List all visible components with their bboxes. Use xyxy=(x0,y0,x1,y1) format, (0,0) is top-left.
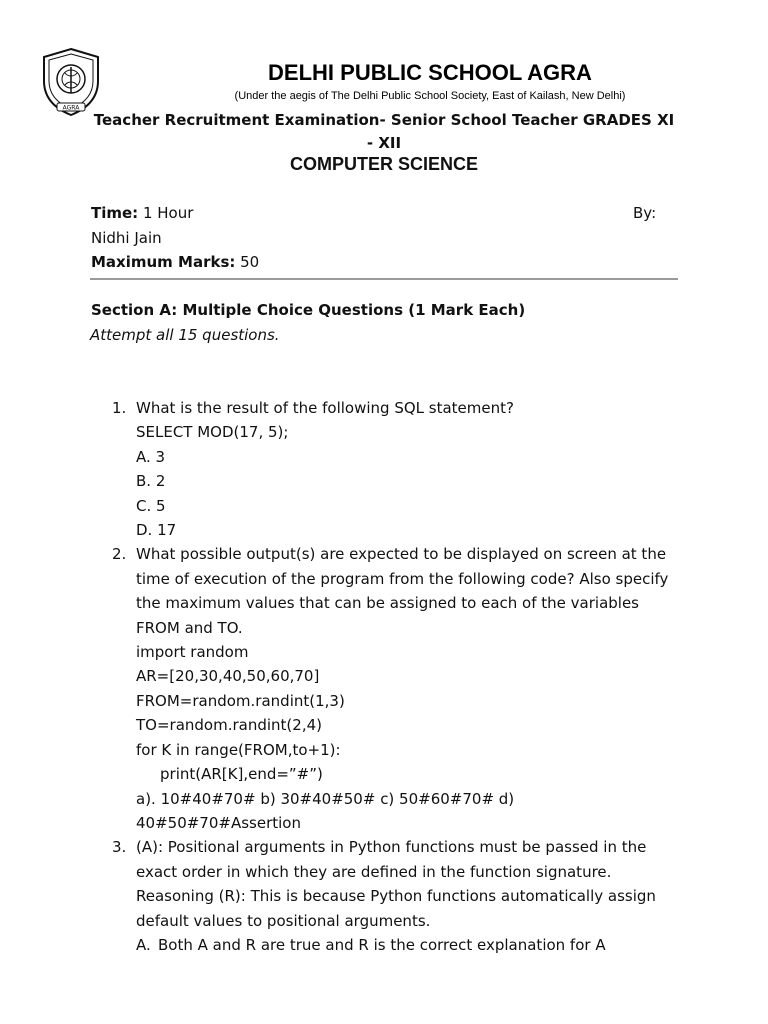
question-number: 2. xyxy=(112,545,127,564)
question-2 xyxy=(110,542,690,835)
school-affiliation: (Under the aegis of The Delhi Public School Society, East of Kailash, New Delhi) xyxy=(234,90,626,102)
author-name: Nidhi Jain xyxy=(91,229,162,247)
question-list xyxy=(110,396,690,957)
section-instructions: Attempt all 15 questions. xyxy=(90,326,280,344)
school-name: DELHI PUBLIC SCHOOL AGRA xyxy=(268,60,592,85)
code-line: SELECT MOD(17, 5); xyxy=(136,423,289,442)
code-line: AR=[20,30,40,50,60,70] xyxy=(136,667,320,686)
reasoning-text: Reasoning (R): This is because Python functions automatically assign xyxy=(136,887,656,906)
question-number: 1. xyxy=(112,399,127,417)
exam-title: Teacher Recruitment Examination- Senior School Teacher GRADES XI xyxy=(93,111,675,129)
answer-option xyxy=(136,933,690,957)
code-line: print(AR[K],end=”#”) xyxy=(160,765,323,784)
answer-options: 40#50#70#Assertion xyxy=(136,813,301,832)
code-line: for K in range(FROM,to+1): xyxy=(136,740,341,759)
question-text: the maximum values that can be assigned to each of the variables xyxy=(136,594,639,613)
assertion-text: exact order in which they are defined in the function signature. xyxy=(136,862,612,881)
section-title: Section A: Multiple Choice Questions (1 Mark Each) xyxy=(91,301,526,319)
answer-option: D. 17 xyxy=(136,521,177,540)
by-label: By: xyxy=(633,204,657,222)
answer-options: a). 10#40#70# b) 30#40#50# c) 50#60#70# d) xyxy=(136,789,515,808)
question-1 xyxy=(110,396,690,542)
question-3 xyxy=(110,835,690,957)
subject-title: COMPUTER SCIENCE xyxy=(289,154,478,174)
code-line: FROM=random.randint(1,3) xyxy=(136,691,345,710)
header-divider xyxy=(90,278,678,280)
marks-row xyxy=(91,251,259,273)
answer-option: A. 3 xyxy=(136,447,166,466)
assertion-text: (A): Positional arguments in Python functions must be passed in the xyxy=(136,838,647,857)
option-text: Both A and R are true and R is the correct explanation for A xyxy=(158,935,606,954)
logo-text: AGRA xyxy=(62,104,80,112)
time-value: 1 Hour xyxy=(138,204,194,222)
reasoning-text: default values to positional arguments. xyxy=(136,911,431,930)
time-label: Time: xyxy=(91,204,139,222)
answer-option: B. 2 xyxy=(136,472,166,491)
question-text: What is the result of the following SQL statement? xyxy=(136,399,514,417)
code-line: TO=random.randint(2,4) xyxy=(136,716,322,735)
question-number: 3. xyxy=(112,838,127,857)
school-logo xyxy=(40,47,102,117)
marks-value: 50 xyxy=(235,253,260,271)
time-row xyxy=(91,202,193,224)
dps-crest-icon xyxy=(40,47,102,117)
question-text: time of execution of the program from the following code? Also specify xyxy=(136,569,669,588)
answer-option: C. 5 xyxy=(136,496,166,515)
code-line: import random xyxy=(136,643,249,662)
option-label: A. xyxy=(136,935,151,954)
question-text: FROM and TO. xyxy=(136,618,243,637)
question-text: What possible output(s) are expected to be displayed on screen at the xyxy=(136,545,667,564)
exam-title-continuation: - XII xyxy=(366,134,402,152)
marks-label: Maximum Marks: xyxy=(91,253,236,271)
